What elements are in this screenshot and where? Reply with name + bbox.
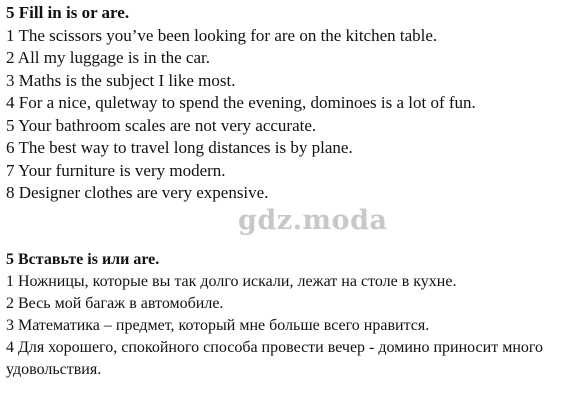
exercise-item: 6 The best way to travel long distances is by plane. [6, 138, 353, 157]
exercise-item: 2 Весь мой багаж в автомобиле. [6, 295, 224, 312]
exercise-english [6, 2, 569, 205]
exercise-item: 7 Your furniture is very modern. [6, 160, 226, 180]
exercise-item: 4 Для хорошего, спокойного способа провести вечер - домино приносит много удовольствия. [6, 339, 544, 378]
exercise-item: 4 For a nice, quletway to spend the evening, dominoes is a lot of fun. [6, 93, 476, 112]
exercise-item: 3 Maths is the subject I like most. [6, 70, 236, 90]
exercise-heading-english: 5 Fill in is or are. [6, 3, 130, 22]
exercise-item: 2 All my luggage is in the car. [6, 48, 210, 67]
exercise-item: 1 The scissors you’ve been looking for are on the kitchen table. [6, 25, 438, 45]
exercise-item: 8 Designer clothes are very expensive. [6, 183, 269, 202]
exercise-item: 5 Your bathroom scales are not very accurate. [6, 115, 317, 135]
watermark: gdz.moda [238, 205, 388, 236]
exercise-item: 1 Ножницы, которые вы так долго искали, лежат на столе в кухне. [6, 273, 457, 290]
exercise-item: 3 Математика – предмет, который мне больше всего нравится. [6, 317, 430, 334]
exercise-heading-russian: 5 Вставьте is или are. [6, 251, 160, 268]
exercise-russian [6, 249, 569, 381]
